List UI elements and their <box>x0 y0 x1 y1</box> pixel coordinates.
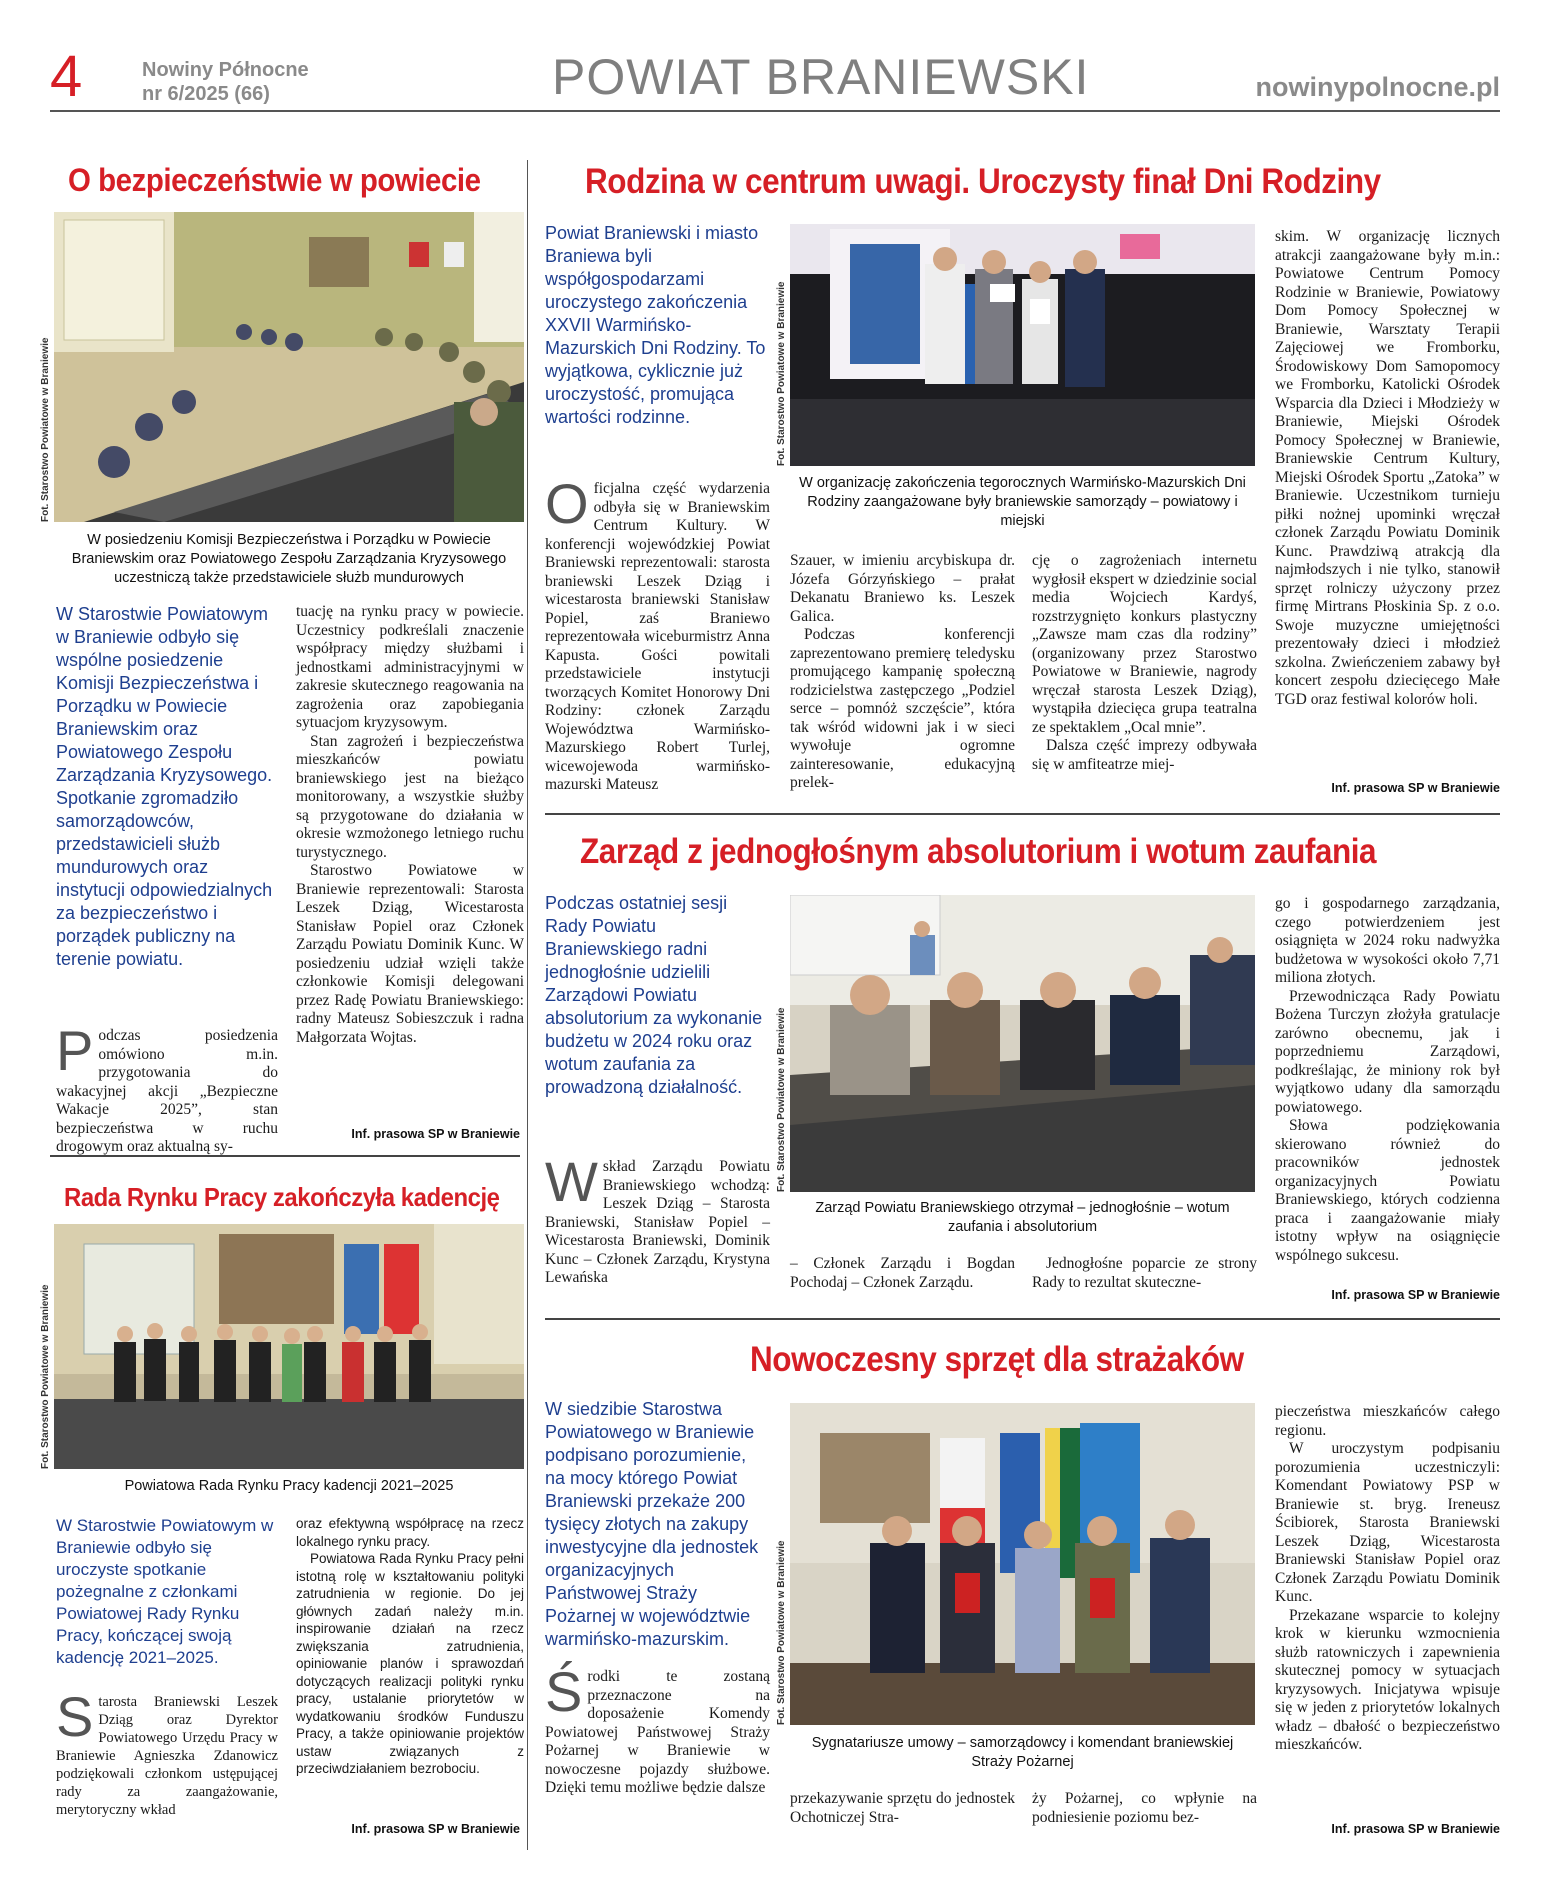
article-signature: Inf. prasowa SP w Braniewie <box>1331 781 1500 795</box>
article-lead: Powiat Braniewski i miasto Braniewa byli współgospodarzami uroczystego zakończenia XXVII Warmińsko-Mazurskich Dni Rodziny. To wyjątkowa, cyklicznie już uroczystość, promująca wartości rodzinne. <box>545 223 766 427</box>
article-signature: Inf. prasowa SP w Braniewie <box>351 1127 520 1141</box>
article-body: Ś rodki te zostaną przeznaczone na doposażenie Komendy Powiatowej Państwowej Straży Pożarnej w Braniewie w nowoczesne pojazdy służbowe. Dzięki temu możliwe będzie dalsze <box>545 1660 770 1796</box>
article-title-firefighters: Nowoczesny sprzęt dla strażaków <box>750 1340 1244 1379</box>
article-lead: W Starostwie Powiatowym w Braniewie odbyło się wspólne posiedzenie Komisji Bezpieczeństwa i Porządku w Powiecie Braniewskim oraz Powiatowego Zespołu Zarządzania Kryzysowego. Spotkanie zgromadziło samorządowców, przedstawicieli służb mundurowych oraz instytucji odpowiedzialnych za bezpieczeństwo i porządek publiczny na terenie powiatu. <box>56 604 273 969</box>
article-lead: W Starostwie Powiatowym w Braniewie odbyło się uroczyste spotkanie pożegnalne z członkami Powiatowej Rady Rynku Pracy, kończącej swoją kadencję 2021–2025. <box>56 1516 274 1667</box>
article-body: ży Pożarnej, co wpłynie na podniesienie poziomu bez- <box>1032 1790 1257 1826</box>
photo-caption: W posiedzeniu Komisji Bezpieczeństwa i Porządku w Powiecie Braniewskim oraz Powiatowego Zespołu Zarządzania Kryzysowego uczestniczą także przedstawiciele służb mundurowych <box>71 532 507 586</box>
signing-photo <box>790 1403 1255 1725</box>
photo-credit: Fot. Starostwo Powiatowe w Braniewie <box>40 337 51 522</box>
article-lead: Podczas ostatniej sesji Rady Powiatu Braniewskiego radni jednogłośnie udzielili Zarządowi Powiatu absolutorium za wykonanie budżetu w 2024 roku oraz wotum zaufania za prowadzoną działalność. <box>545 893 763 1097</box>
article-title-board: Zarząd z jednogłośnym absolutorium i wotum zaufania <box>580 832 1377 871</box>
section-divider <box>545 1318 1500 1320</box>
photo-credit: Fot. Starostwo Powiatowe w Braniewie <box>776 1007 787 1192</box>
article-title-security: O bezpieczeństwie w powiecie <box>68 162 481 198</box>
council-photo <box>54 1224 524 1469</box>
article-body: Jednogłośne poparcie ze strony Rady to rezultat skuteczne- <box>1032 1255 1257 1291</box>
column-divider <box>527 160 528 1850</box>
drop-cap: O <box>545 472 589 535</box>
article-signature: Inf. prasowa SP w Braniewie <box>1331 1288 1500 1302</box>
section-title: POWIAT BRANIEWSKI <box>552 49 1090 105</box>
article-body: tuację na rynku pracy w powiecie. Uczestnicy podkreślali znaczenie współpracy między służbami i jednostkami administracyjnymi w zakresie skutecznego reagowania na zagrożenia oraz zapobiegania sytuacjom kryzysowym. Stan zagrożeń i bezpieczeństwa mieszkańców powiatu braniewskiego jest na bieżąco monitorowany, a wszystkie służby są przygotowane do działania w okresie wzmożonego letniego ruchu turystycznego. Starostwo Powiatowe w Braniewie reprezentowali: Starosta Leszek Dziąg, Wicestarosta Stanisław Popiel oraz Członek Zarządu Powiatu Dominik Kunc. W posiedzeniu udział wzięli także członkowie Komisji delegowani przez Radę Powiatu Braniewskiego: radny Mateusz Sobieszczuk i radna Małgorzata Wojtas. <box>296 603 524 1046</box>
article-body: przekazywanie sprzętu do jednostek Ochotniczej Stra- <box>790 1790 1015 1826</box>
photo-credit: Fot. Starostwo Powiatowe w Braniewie <box>776 1540 787 1725</box>
page-number: 4 <box>50 44 83 109</box>
article-body: pieczeństwa mieszkańców całego regionu. W uroczystym podpisaniu porozumienia uczestniczyli: Komendant Powiatowy PSP w Braniewie st. bryg. Ireneusz Ścibiorek, Starosta Braniewski Leszek Dziąg, Wicestarosta Braniewski Stanisław Popiel oraz Członek Zarządu Powiatu Dominik Kunc. Przekazane wsparcie to kolejny krok w kierunku wzmocnienia służb ratowniczych i zapewnienia skutecznej pomocy w sytuacjach kryzysowych. Inicjatywa wpisuje się w jeden z priorytetów lokalnych władz – dbałość o bezpieczeństwo mieszkańców. <box>1275 1403 1500 1753</box>
article-body: cję o zagrożeniach internetu wygłosił ekspert w dziedzinie social media Wojciech Kardyś, rozstrzygnięto konkurs plastyczny „Zawsze mam czas dla rodziny” (organizowany przez Starostwo Powiatowe w Braniewie, nagrody wręczał starosta Leszek Dziąg), wystąpiła dziecięca grupa teatralna ze spektaklem „Ocal mnie”. Dalsza część imprezy odbywała się w amfiteatrze miej- <box>1032 552 1257 773</box>
paper-name: Nowiny Północne <box>142 59 309 81</box>
issue-number: nr 6/2025 (66) <box>142 83 270 105</box>
article-body: oraz efektywną współpracę na rzecz lokalnego rynku pracy. Powiatowa Rada Rynku Pracy pełni istotną rolę w kształtowaniu polityki zatrudnienia w regionie. Do jej głównych zadań należy m.in. inspirowanie działań na rzecz zwiększania zatrudnienia, opiniowanie planów i sprawozdań dotyczących realizacji polityki rynku pracy, ustalanie priorytetów w wydatkowaniu środków Funduszu Pracy, a także opiniowanie projektów ustaw związanych z przeciwdziałaniem bezrobociu. <box>296 1516 524 1776</box>
drop-cap: Ś <box>545 1660 583 1723</box>
photo-caption: Zarząd Powiatu Braniewskiego otrzymał – jednogłośnie – wotum zaufania i absolutorium <box>815 1200 1230 1235</box>
board-session-photo <box>790 895 1255 1192</box>
photo-credit: Fot. Starostwo Powiatowe w Braniewie <box>776 281 787 466</box>
article-title-labor: Rada Rynku Pracy zakończyła kadencję <box>64 1182 500 1212</box>
article-body: go i gospodarnego zarządzania, czego potwierdzeniem jest osiągnięta w 2024 roku nadwyżka budżetowa w wysokości około 7,71 miliona złotych. Przewodnicząca Rady Powiatu Bożena Turczyn złożyła gratulacje zarówno obecnemu, jak i poprzedniemu Zarządowi, podkreślając, że miniony rok był wyjątkowo udany dla samorządu powiatowego. Słowa podziękowania skierowano również do pracowników jednostek organizacyjnych Powiatu Braniewskiego, których codzienna praca i zaangażowanie miały istotny wpływ na osiągnięcie wspólnego sukcesu. <box>1275 895 1500 1264</box>
article-body: W skład Zarządu Powiatu Braniewskiego wchodzą: Leszek Dziąg – Starosta Braniewski, Stanisław Popiel – Wicestarosta Braniewski, Dominik Kunc – Członek Zarządu, Krystyna Lewańska <box>545 1150 770 1286</box>
article-title-family: Rodzina w centrum uwagi. Uroczysty finał Dni Rodziny <box>585 162 1381 201</box>
drop-cap: W <box>545 1150 598 1213</box>
header-divider <box>50 110 1500 112</box>
section-divider <box>545 813 1500 815</box>
family-event-photo <box>790 224 1255 466</box>
masthead-info <box>142 58 309 106</box>
article-body: skim. W organizację licznych atrakcji zaangażowane były m.in.: Powiatowe Centrum Pomocy Rodzinie w Braniewie, Powiatowy Dom Pomocy Społecznej w Braniewie, Warsztaty Terapii Zajęciowej we Fromborku, Środowiskowy Dom Samopomocy we Fromborku, Katolicki Ośrodek Wsparcia dla Dzieci i Młodzieży w Braniewie, Miejski Ośrodek Pomocy Społecznej w Braniewie, Braniewskie Centrum Kultury, Miejski Ośrodek Sportu „Zatoka” w Braniewie. Uczestnikom turnieju piłki nożnej upominki wręczał członek Zarządu Powiatu Dominik Kunc. Prawdziwą atrakcją dla najmłodszych i nie tylko, stanowił sprzęt rolniczy użyczony przez firmę Mirtrans Płoskinia Sp. z o.o. Swoje muzyczne umiejętności prezentowały dzieci i młodzież szkolna. Zwieńczeniem zabawy był koncert zespołu dziecięcego Małe TGD oraz festiwal kolorów holi. <box>1275 228 1500 708</box>
photo-credit: Fot. Starostwo Powiatowe w Braniewie <box>40 1284 51 1469</box>
article-signature: Inf. prasowa SP w Braniewie <box>351 1822 520 1836</box>
photo-caption: Powiatowa Rada Rynku Pracy kadencji 2021–2025 <box>124 1478 454 1494</box>
article-body: O ficjalna część wydarzenia odbyła się w Braniewskim Centrum Kultury. W konferencji wojewódzkiej Powiat Braniewski reprezentowali: starosta braniewski Leszek Dziąg i wicestarosta braniewski Stanisław Popiel, zaś Braniewo reprezentowała wiceburmistrz Anna Kapusta. Gości powitali przedstawiciele instytucji tworzących Komitet Honorowy Dni Rodziny: członek Zarządu Województwa Warmińsko-Mazurskiego Robert Turlej, wicewojewoda warmińsko-mazurski Mateusz <box>545 472 770 793</box>
photo-caption: W organizację zakończenia tegorocznych Warmińsko-Mazurskich Dni Rodziny zaangażowane były braniewskie samorządy – powiatowy i miejski <box>799 475 1246 529</box>
article-body: Szauer, w imieniu arcybiskupa dr. Józefa Górzyńskiego – prałat Dekanatu Braniewo ks. Leszek Galica. Podczas konferencji zaprezentowano premierę teledysku promującego kampanię społeczną rodzicielstwa zastępczego „Podziel serce – pomnóż szczęście”, która tak wśród widowni jak i w sieci wywołuje ogromne zainteresowanie, edukacyjną prelek- <box>790 552 1015 791</box>
meeting-photo <box>54 212 524 522</box>
article-body: – Członek Zarządu i Bogdan Pochodaj – Członek Zarządu. <box>790 1255 1015 1291</box>
drop-cap: S <box>56 1685 94 1748</box>
article-body: S tarosta Braniewski Leszek Dziąg oraz Dyrektor Powiatowego Urzędu Pracy w Braniewie Agnieszka Zdanowicz podziękowali członkom ustępującej rady za zaangażowanie, merytoryczny wkład <box>56 1685 278 1818</box>
article-lead: W siedzibie Starostwa Powiatowego w Braniewie podpisano porozumienie, na mocy którego Powiat Braniewski przekaże 200 tysięcy złotych na zakupy inwestycyjne dla jednostek organizacyjnych Państwowej Straży Pożarnej w województwie warmińsko-mazurskim. <box>545 1399 759 1649</box>
drop-cap: P <box>56 1019 94 1082</box>
article-signature: Inf. prasowa SP w Braniewie <box>1331 1822 1500 1836</box>
photo-caption: Sygnatariusze umowy – samorządowcy i komendant braniewskiej Straży Pożarnej <box>811 1735 1234 1770</box>
website-link[interactable]: nowinypolnocne.pl <box>1255 72 1500 102</box>
article-body: P odczas posiedzenia omówiono m.in. przygotowania do wakacyjnej akcji „Bezpieczne Wakacje 2025”, stan bezpieczeństwa w ruchu drogowym oraz aktualną sy- <box>56 1019 278 1155</box>
